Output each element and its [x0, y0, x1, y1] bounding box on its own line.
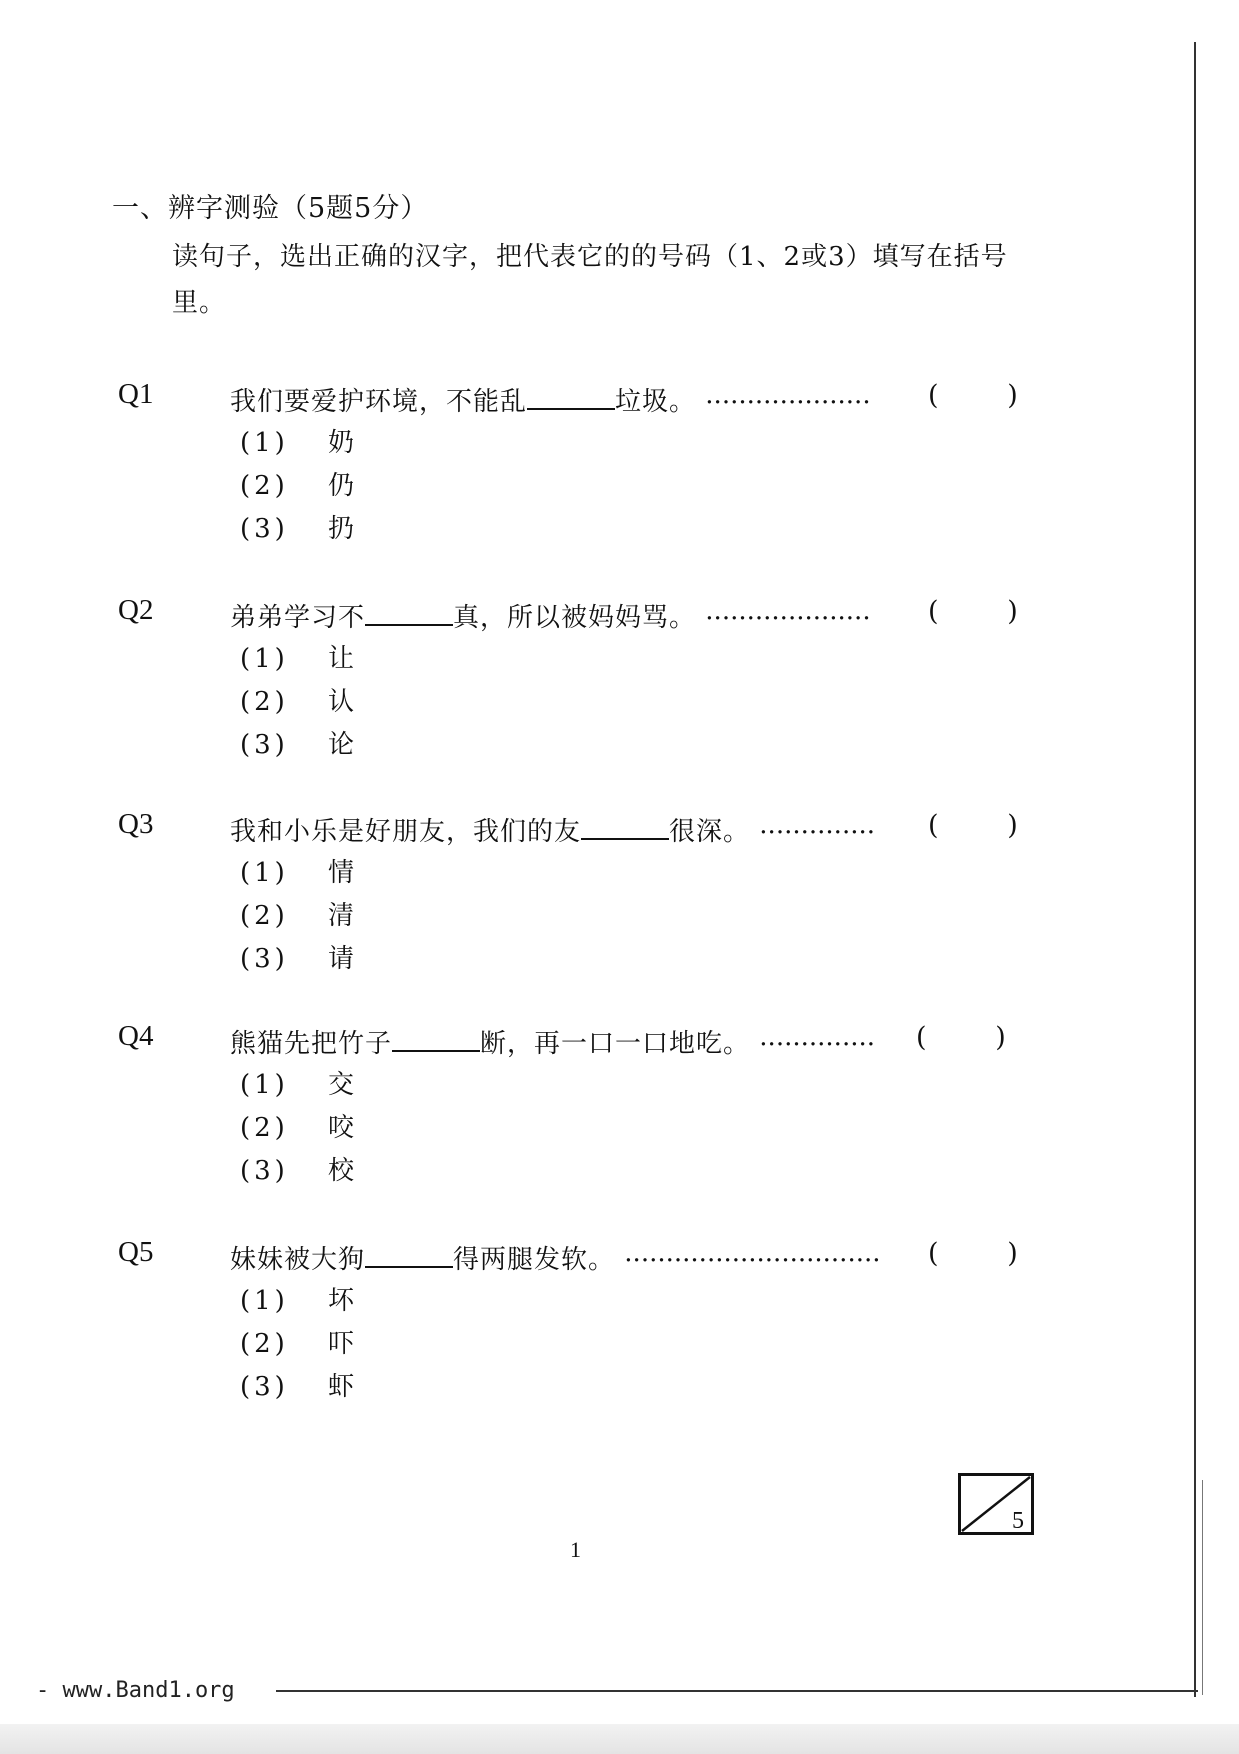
- option-2: [240, 1107, 354, 1150]
- answer-blank: [527, 384, 615, 410]
- option-number: (2): [240, 687, 289, 717]
- option-char: 论: [328, 730, 355, 760]
- option-char: 情: [328, 858, 355, 888]
- leader-dots: ..............: [759, 1022, 876, 1052]
- right-margin-rule-secondary: [1202, 1480, 1203, 1695]
- option-number: (1): [240, 1286, 289, 1316]
- option-number: (3): [240, 730, 289, 760]
- option-number: (1): [240, 428, 289, 458]
- option-number: (3): [240, 514, 289, 544]
- score-box-total: 5: [1012, 1508, 1024, 1534]
- page-number: 1: [570, 1537, 581, 1562]
- sentence-after-blank: 很深。: [669, 817, 751, 847]
- right-margin-rule: [1194, 42, 1196, 1697]
- option-3: [240, 508, 354, 551]
- option-list: [240, 422, 354, 551]
- option-char: 坏: [328, 1286, 355, 1316]
- answer-blank: [365, 600, 453, 626]
- option-number: (2): [240, 901, 289, 931]
- footer-site-url: - www.Band1.org: [36, 1678, 235, 1703]
- option-char: 扔: [328, 514, 355, 544]
- option-list: [240, 1280, 354, 1409]
- option-number: (2): [240, 471, 289, 501]
- sentence-after-blank: 真，所以被妈妈骂。: [453, 603, 697, 633]
- answer-bracket[interactable]: ( ): [928, 596, 1018, 627]
- question-sentence: [230, 596, 871, 634]
- question-sentence: [230, 1238, 881, 1276]
- option-3: [240, 724, 354, 767]
- option-char: 请: [328, 944, 355, 974]
- question-label: Q3: [118, 808, 154, 840]
- question-label: Q5: [118, 1236, 154, 1268]
- question-label: Q2: [118, 594, 154, 626]
- option-2: [240, 895, 354, 938]
- option-char: 奶: [328, 428, 355, 458]
- option-1: [240, 852, 354, 895]
- score-box: [958, 1473, 1034, 1535]
- leader-dots: ....................: [705, 380, 871, 410]
- question-label: Q4: [118, 1020, 154, 1052]
- option-3: [240, 1150, 354, 1193]
- option-char: 认: [328, 687, 355, 717]
- question-sentence: [230, 1022, 875, 1060]
- question-sentence: [230, 380, 871, 418]
- option-list: [240, 852, 354, 981]
- option-list: [240, 638, 354, 767]
- leader-dots: ....................: [705, 596, 871, 626]
- section-title: 一、辨字测验（5题5分）: [112, 193, 429, 224]
- option-char: 校: [328, 1156, 355, 1186]
- option-char: 交: [328, 1070, 355, 1100]
- option-number: (3): [240, 944, 289, 974]
- sentence-after-blank: 得两腿发软。: [453, 1245, 616, 1275]
- option-char: 吓: [328, 1329, 355, 1359]
- option-char: 虾: [328, 1372, 355, 1402]
- option-char: 让: [328, 644, 355, 674]
- sentence-after-blank: 断，再一口一口地吃。: [480, 1029, 751, 1059]
- option-char: 清: [328, 901, 355, 931]
- option-number: (1): [240, 858, 289, 888]
- option-1: [240, 422, 354, 465]
- option-list: [240, 1064, 354, 1193]
- answer-blank: [392, 1026, 480, 1052]
- option-2: [240, 1323, 354, 1366]
- question-sentence: [230, 810, 875, 848]
- option-2: [240, 681, 354, 724]
- answer-bracket[interactable]: ( ): [928, 380, 1018, 411]
- sentence-before-blank: 熊猫先把竹子: [230, 1029, 393, 1059]
- option-number: (2): [240, 1329, 289, 1359]
- question-label: Q1: [118, 378, 154, 410]
- option-number: (2): [240, 1113, 289, 1143]
- option-3: [240, 1366, 354, 1409]
- sentence-before-blank: 弟弟学习不: [230, 603, 366, 633]
- option-1: [240, 1064, 354, 1107]
- answer-bracket[interactable]: ( ): [928, 810, 1018, 841]
- sentence-before-blank: 妹妹被大狗: [230, 1245, 366, 1275]
- answer-blank: [581, 814, 669, 840]
- option-number: (1): [240, 1070, 289, 1100]
- option-number: (3): [240, 1156, 289, 1186]
- option-2: [240, 465, 354, 508]
- option-char: 仍: [328, 471, 355, 501]
- scan-bottom-edge: [0, 1724, 1239, 1754]
- option-char: 咬: [328, 1113, 355, 1143]
- answer-blank: [365, 1242, 453, 1268]
- option-1: [240, 1280, 354, 1323]
- sentence-after-blank: 垃圾。: [615, 387, 697, 417]
- sentence-before-blank: 我和小乐是好朋友，我们的友: [230, 817, 582, 847]
- option-3: [240, 938, 354, 981]
- option-1: [240, 638, 354, 681]
- leader-dots: ...............................: [624, 1238, 881, 1268]
- answer-bracket[interactable]: ( ): [928, 1238, 1018, 1269]
- sentence-before-blank: 我们要爱护环境，不能乱: [230, 387, 528, 417]
- option-number: (1): [240, 644, 289, 674]
- section-instruction: 读句子，选出正确的汉字，把代表它的的号码（1、2或3）填写在括号里。: [172, 242, 1008, 318]
- answer-bracket[interactable]: ( ): [916, 1022, 1006, 1053]
- option-number: (3): [240, 1372, 289, 1402]
- footer-rule: [276, 1690, 1198, 1692]
- leader-dots: ..............: [759, 810, 876, 840]
